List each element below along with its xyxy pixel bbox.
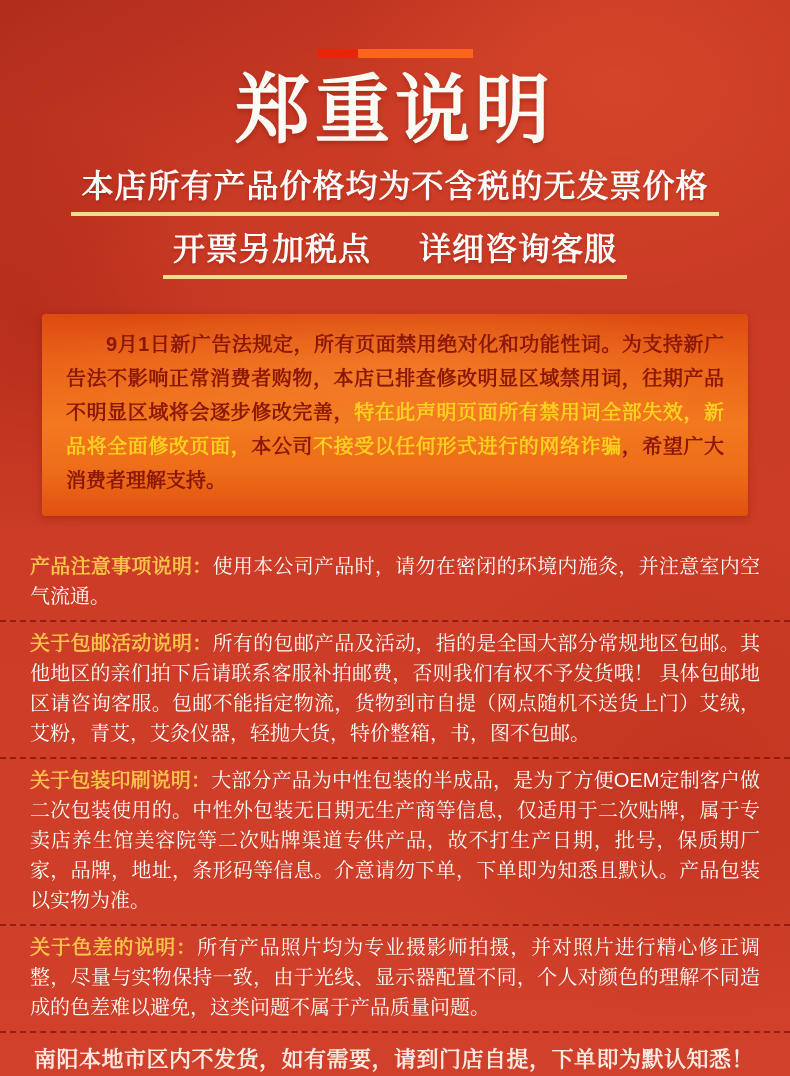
info-section [0, 933, 790, 1033]
local-pickup-notice: 南阳本地市区内不发货，如有需要，请到门店自提，下单即为默认知悉！ [34, 1047, 755, 1072]
ad-law-notice-box [42, 314, 748, 516]
invoice-tax-note: 开票另加税点 [172, 231, 371, 267]
notice-segment: 本公司 [251, 436, 313, 458]
deco-orange-segment [358, 49, 473, 58]
price-notice-line-2-text [163, 224, 627, 279]
price-notice-line-1 [0, 161, 790, 216]
info-section [0, 629, 790, 759]
price-notice-line-1-text: 本店所有产品价格均为不含税的无发票价格 [71, 161, 718, 216]
section-body: 大部分产品为中性包装的半成品，是为了方便OEM定制客户做二次包装使用的。中性外包装无日期无生产商等信息，仅适用于二次贴牌，属于专卖店养生馆美容院等二次贴牌渠道专供产品，故不打生产日期，批号，保质期厂家，品牌，地址，条形码等信息。介意请勿下单，下单即为知悉且默认。产品包装以实物为准。 [30, 770, 761, 912]
consult-service-note: 详细咨询客服 [419, 231, 618, 267]
section-body: 所有的包邮产品及活动，指的是全国大部分常规地区包邮。其他地区的亲们拍下后请联系客服补拍邮费，否则我们有权不予发货哦！ 具体包邮地区请咨询客服。包邮不能指定物流，货物到市自提（网点随机不送货上门）艾绒，艾粉，青艾，艾灸仪器，轻抛大货，特价整箱，书，图不包邮。 [30, 633, 761, 745]
notice-segment: 特在此声明页面所有禁用词全部失效，新品将全面修改页面， [66, 402, 725, 458]
section-body: 所有产品照片均为专业摄影师拍摄，并对照片进行精心修正调整，尽量与实物保持一致，由于光线、显示器配置不同，个人对颜色的理解不同造成的色差难以避免，这类问题不属于产品质量问题。 [30, 937, 761, 1019]
section-heading: 关于包装印刷说明： [30, 770, 212, 792]
section-heading: 关于包邮活动说明： [30, 633, 213, 655]
info-section [0, 766, 790, 926]
price-notice-line-2 [0, 224, 790, 279]
info-section [0, 552, 790, 622]
section-body: 使用本公司产品时，请勿在密闭的环境内施灸，并注意室内空气流通。 [30, 556, 761, 608]
notice-segment: 9月1日新广告法规定，所有页面禁用绝对化和功能性词。为支持新广告法不影响正常消费者购物，本店已排查修改明显区域禁用词，往期产品不明显区域将会逐步修改完善， [66, 334, 724, 424]
section-heading: 产品注意事项说明： [30, 556, 213, 578]
notice-segment: ，希望广大消费者理解支持。 [66, 436, 725, 492]
section-heading: 关于色差的说明： [30, 937, 198, 959]
page-title: 郑重说明 [234, 68, 555, 152]
notice-segment: 不接受以任何形式进行的网络诈骗 [312, 436, 622, 458]
info-sections [0, 552, 790, 1033]
title-decoration-bar [317, 49, 473, 58]
deco-red-segment [317, 49, 358, 58]
